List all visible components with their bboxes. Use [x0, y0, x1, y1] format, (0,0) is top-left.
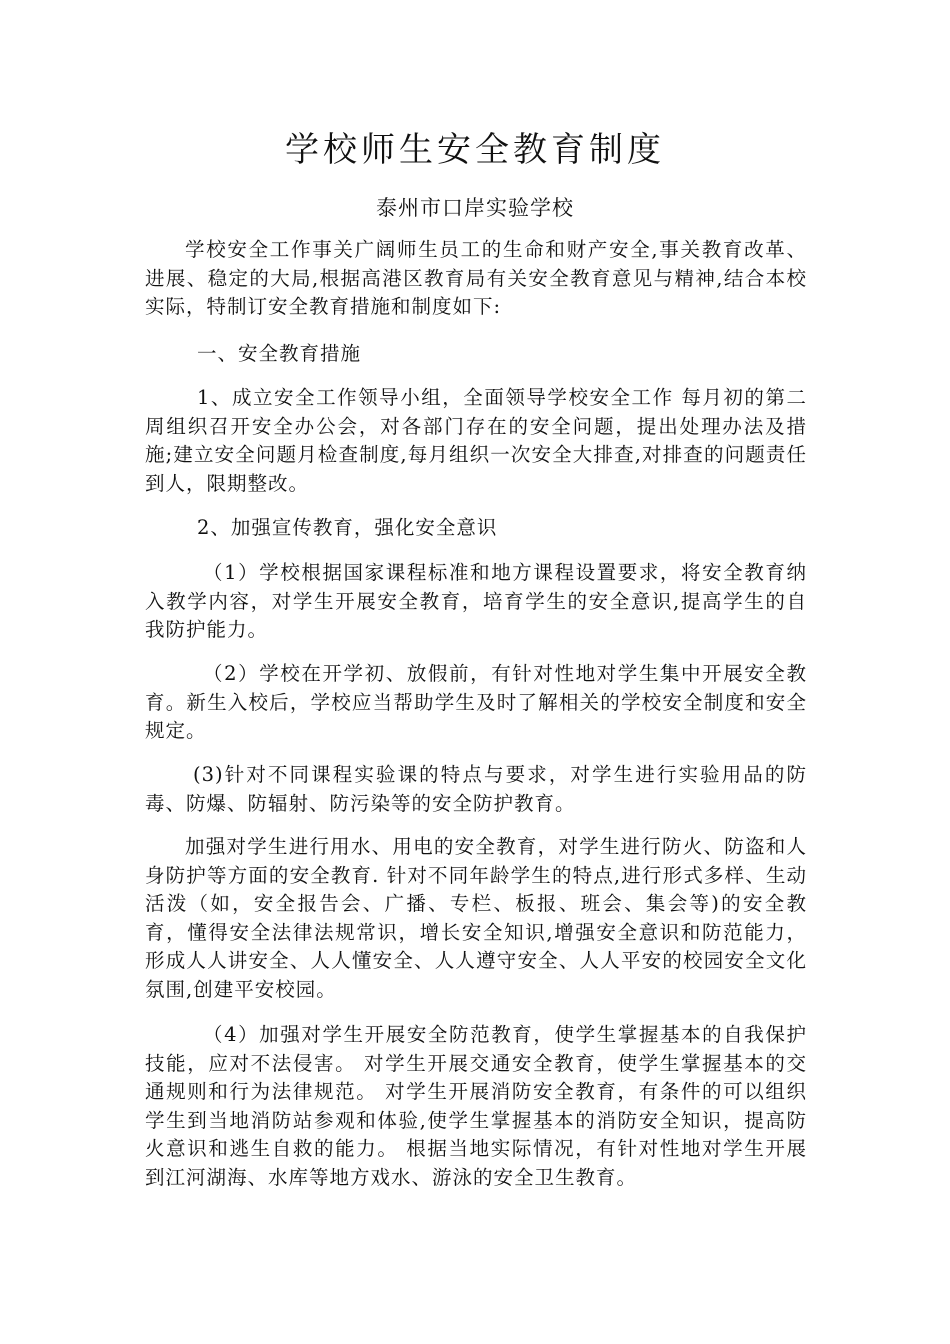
paragraph-publicity-heading: 2、加强宣传教育，强化安全意识	[197, 516, 498, 539]
paragraph-water-electric: 加强对学生进行用水、用电的安全教育，对学生进行防火、防盗和人身防护等方面的安全教育. 针对不同年龄学生的特点,进行形式多样、生动活泼（如，安全报告会、广播、专栏、板报、班会、集会等)的安全教育，懂得安全法律法规常识，增长安全知识,增强安全意识和防范能力，形成人人讲安全、人人懂安全、人人遵守安全、人人平安的校园安全文化氛围,创建平安校园。	[145, 835, 807, 1001]
document-title: 学校师生安全教育制度	[285, 130, 665, 170]
document-subtitle: 泰州市口岸实验学校	[376, 196, 574, 220]
intro-paragraph: 学校安全工作事关广阔师生员工的生命和财产安全,事关教育改革、进展、稳定的大局,根据高港区教育局有关安全教育意见与精神,结合本校实际，特制订安全教育措施和制度如下:	[145, 238, 807, 318]
paragraph-leadership-group: 1、成立安全工作领导小组，全面领导学校安全工作 每月初的第二周组织召开安全办公会，对各部门存在的安全问题，提出处理办法及措施;建立安全问题月检查制度,每月组织一次安全大排查,对排查的问题责任到人，限期整改。	[145, 386, 807, 495]
paragraph-item-4: （4）加强对学生开展安全防范教育，使学生掌握基本的自我保护技能，应对不法侵害。 对学生开展交通安全教育，使学生掌握基本的交通规则和行为法律规范。 对学生开展消防安全教育，有条件的可以组织学生到当地消防站参观和体验,使学生掌握基本的消防安全知识，提高防火意识和逃生自救的能力。 根据当地实际情况，有针对性地对学生开展到江河湖海、水库等地方戏水、游泳的安全卫生教育。	[145, 1023, 807, 1189]
section-heading-measures: 一、安全教育措施	[197, 342, 362, 365]
paragraph-item-1: （1）学校根据国家课程标准和地方课程设置要求，将安全教育纳入教学内容，对学生开展安全教育，培育学生的安全意识,提高学生的自我防护能力。	[145, 561, 807, 641]
paragraph-item-3: (3)针对不同课程实验课的特点与要求，对学生进行实验用品的防毒、防爆、防辐射、防污染等的安全防护教育。	[145, 763, 807, 815]
paragraph-item-2: （2）学校在开学初、放假前，有针对性地对学生集中开展安全教育。新生入校后，学校应当帮助学生及时了解相关的学校安全制度和安全规定。	[145, 662, 807, 742]
